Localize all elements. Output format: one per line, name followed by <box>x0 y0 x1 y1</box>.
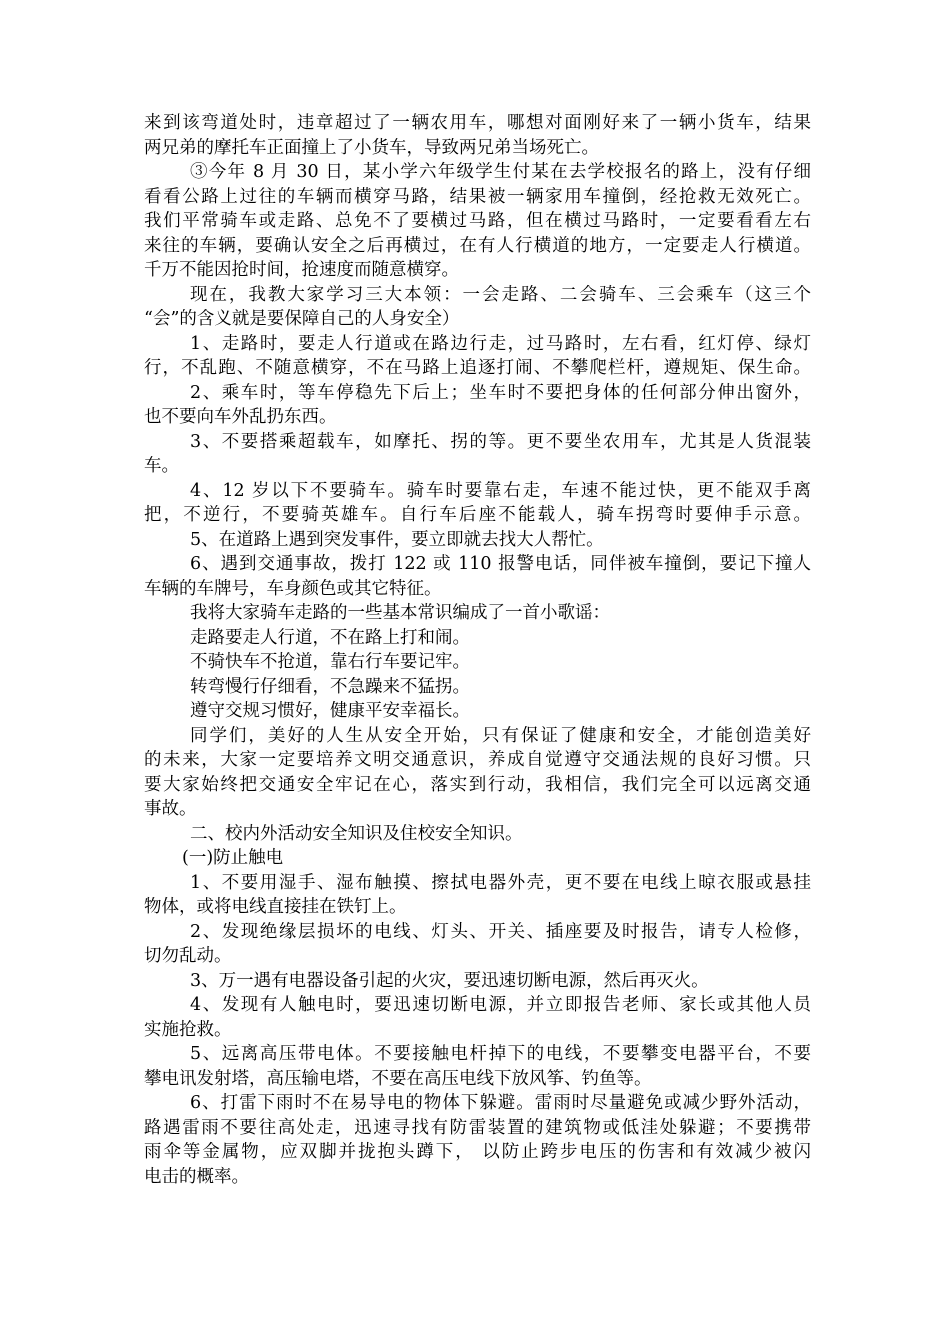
text-line: 同学们，美好的人生从安全开始，只有保证了健康和安全，才能创造美好 <box>190 725 811 746</box>
text-line: 把，不逆行，不要骑英雄车。自行车后座不能载人，骑车拐弯时要伸手示意。 <box>144 505 811 525</box>
text-line: 来到该弯道处时，违章超过了一辆农用车，哪想对面刚好来了一辆小货车，结果 <box>144 113 811 133</box>
text-line: 二、校内外活动安全知识及住校安全知识。 <box>190 823 523 844</box>
text-line: 5、远离高压带电体。不要接触电杆掉下的电线，不要攀变电器平台，不要 <box>190 1044 811 1064</box>
text-line: 4、12 岁以下不要骑车。骑车时要靠右走，车速不能过快，更不能双手离 <box>190 480 811 501</box>
text-line: 车。 <box>144 456 179 476</box>
text-line: 切勿乱动。 <box>144 946 232 966</box>
text-line: 实施抢救。 <box>144 1019 232 1040</box>
text-line: 遵守交规习惯好，健康平安幸福长。 <box>190 701 470 721</box>
text-line: 6、遇到交通事故，拨打 122 或 110 报警电话，同伴被车撞倒，要记下撞人 <box>190 554 811 574</box>
text-line: 现在，我教大家学习三大本领：一会走路、二会骑车、三会乘车（这三个 <box>190 284 811 305</box>
text-line: 不骑快车不抢道，靠右行车要记牢。 <box>190 652 470 672</box>
text-line: 3、不要搭乘超载车，如摩托、拐的等。更不要坐农用车，尤其是人货混装 <box>190 431 811 452</box>
text-line: 2、发现绝缘层损坏的电线、灯头、开关、插座要及时报告，请专人检修， <box>190 921 811 942</box>
text-line: 看看公路上过往的车辆而横穿马路，结果被一辆家用车撞倒，经抢救无效死亡。 <box>144 186 811 207</box>
text-line: 也不要向车外乱扔东西。 <box>144 407 337 427</box>
text-line: 行，不乱跑、不随意横穿，不在马路上追逐打闹、不攀爬栏杆，遵规矩、保生命。 <box>144 358 811 378</box>
text-line: 5、在道路上遇到突发事件，要立即就去找大人帮忙。 <box>190 529 604 550</box>
text-line: 电击的概率。 <box>144 1166 249 1187</box>
text-line: 转弯慢行仔细看，不急躁来不猛拐。 <box>190 676 470 697</box>
text-line: 来往的车辆，要确认安全之后再横过，在有人行横道的地方，一定要走人行横道。 <box>144 235 811 256</box>
text-line: 4、发现有人触电时，要迅速切断电源，并立即报告老师、家长或其他人员 <box>190 995 811 1015</box>
text-line: 两兄弟的摩托车正面撞上了小货车，导致两兄弟当场死亡。 <box>144 137 599 158</box>
text-line: ③今年 8 月 30 日，某小学六年级学生付某在去学校报名的路上，没有仔细 <box>190 162 811 182</box>
text-line: 走路要走人行道，不在路上打和闹。 <box>190 627 470 648</box>
text-line: 千万不能因抢时间，抢速度而随意横穿。 <box>144 260 459 280</box>
text-line: 我们平常骑车或走路、总免不了要横过马路，但在横过马路时，一定要看看左右 <box>144 211 811 231</box>
document-page <box>144 111 811 1189</box>
text-line: 车辆的车牌号，车身颜色或其它特征。 <box>144 578 442 599</box>
text-line: 事故。 <box>144 799 197 819</box>
text-line: 的未来，大家一定要培养文明交通意识，养成自觉遵守交通法规的良好习惯。只 <box>144 750 811 770</box>
text-line: “会”的含义就是要保障自己的人身安全） <box>144 309 460 329</box>
text-line: 1、不要用湿手、湿布触摸、擦拭电器外壳，更不要在电线上晾衣服或悬挂 <box>190 872 811 893</box>
text-line: 2、乘车时，等车停稳先下后上；坐车时不要把身体的任何部分伸出窗外， <box>190 382 811 403</box>
text-line: 路遇雷雨不要往高处走，迅速寻找有防雷装置的建筑物或低洼处躲避；不要携带 <box>144 1117 811 1138</box>
text-line: 要大家始终把交通安全牢记在心，落实到行动，我相信，我们完全可以远离交通 <box>144 774 811 795</box>
text-line: 攀电讯发射塔，高压输电塔，不要在高压电线下放风筝、钓鱼等。 <box>144 1068 652 1089</box>
text-line: 1、走路时，要走人行道或在路边行走，过马路时，左右看，红灯停、绿灯 <box>190 333 811 354</box>
text-line: 6、打雷下雨时不在易导电的物体下躲避。雷雨时尽量避免或减少野外活动， <box>190 1093 811 1113</box>
text-line: 我将大家骑车走路的一些基本常识编成了一首小歌谣： <box>190 603 610 623</box>
text-line: 3、万一遇有电器设备引起的火灾，要迅速切断电源，然后再灭火。 <box>190 970 709 991</box>
text-line: 雨伞等金属物，应双脚并拢抱头蹲下， 以防止跨步电压的伤害和有效减少被闪 <box>144 1142 811 1162</box>
text-line: (一)防止触电 <box>182 848 284 868</box>
text-line: 物体，或将电线直接挂在铁钉上。 <box>144 897 407 917</box>
